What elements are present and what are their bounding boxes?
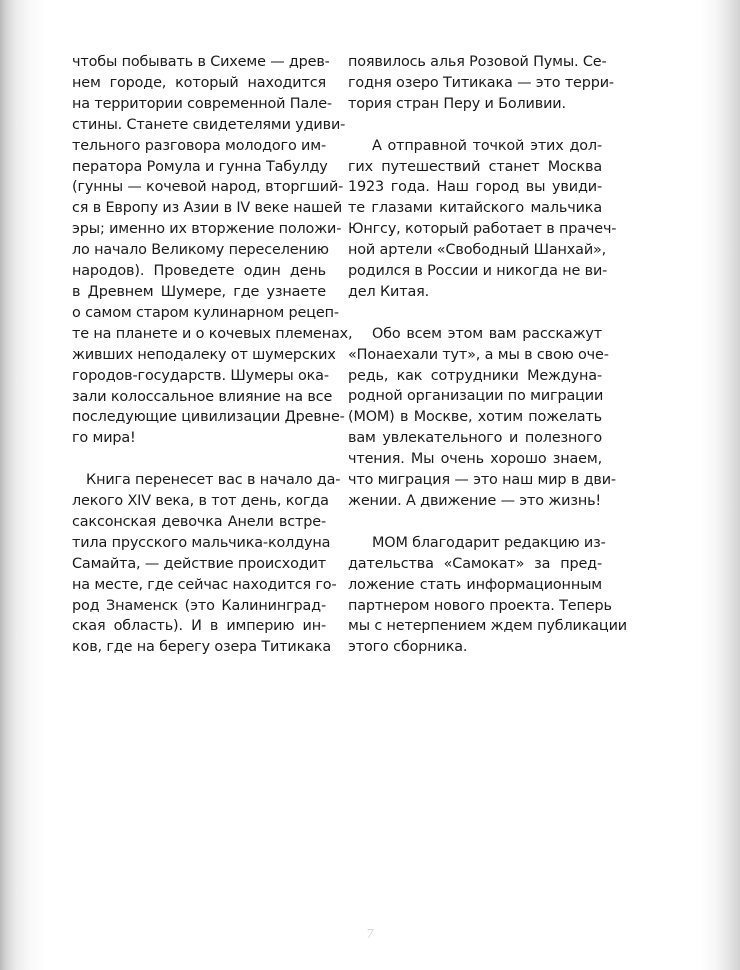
text-line: мы с нетерпением ждем публикации xyxy=(348,618,627,635)
text-line: живших неподалеку от шумерских xyxy=(72,346,336,363)
text-line: А отправной точкой этих дол- xyxy=(372,137,602,154)
text-line: редь, как сотрудники Междуна- xyxy=(348,367,602,384)
text-line: «Понаехали тут», а мы в свою оче- xyxy=(348,346,609,363)
text-paragraph xyxy=(348,52,614,115)
text-line: родился в России и никогда не ви- xyxy=(348,263,608,280)
text-line: Самайта, — действие происходит xyxy=(72,555,327,572)
text-line: ся в Европу из Азии в IV веке нашей xyxy=(72,200,343,217)
text-line: 1923 года. Наш город вы увиди- xyxy=(348,179,602,196)
text-line: в Древнем Шумере, где узнаете xyxy=(72,283,326,300)
text-line: появилось алья Розовой Пумы. Се- xyxy=(348,54,607,70)
text-line: дел Китая. xyxy=(348,283,430,300)
text-line: лекого XIV века, в тот день, когда xyxy=(72,493,329,510)
paragraph-gap xyxy=(72,449,326,470)
text-line: этого сборника. xyxy=(348,639,468,656)
text-line: ператора Ромула и гунна Табулду xyxy=(72,158,328,175)
text-line: гих путешествий станет Москва xyxy=(348,158,602,175)
text-line: эры; именно их вторжение положи- xyxy=(72,221,342,238)
text-line: тельного разговора молодого им- xyxy=(72,137,326,154)
text-paragraph xyxy=(348,136,617,303)
text-line: ло начало Великому переселению xyxy=(72,242,329,259)
text-line: Обо всем этом вам расскажут xyxy=(372,325,602,342)
text-line: чтения. Мы очень хорошо знаем, xyxy=(348,451,602,468)
text-line: тила прусского мальчика-колдуна xyxy=(72,534,331,551)
text-line: на месте, где сейчас находится го- xyxy=(72,576,337,593)
text-line: го мира! xyxy=(72,430,136,447)
text-line: партнером нового проекта. Теперь xyxy=(348,597,612,614)
text-line: городов-государств. Шумеры ока- xyxy=(72,367,329,384)
text-line: чтобы побывать в Сихеме — древ- xyxy=(72,54,330,70)
text-paragraph xyxy=(348,533,627,658)
text-line: (гунны — кочевой народ, вторгший- xyxy=(72,179,344,196)
text-line: саксонская девочка Анели встре- xyxy=(72,513,326,530)
text-line: ская область). И в империю ин- xyxy=(72,618,326,635)
page-number: 7 xyxy=(366,927,374,941)
text-line: те глазами китайского мальчика xyxy=(348,200,602,217)
text-line: жении. А движение — это жизнь! xyxy=(348,493,602,509)
text-line: что миграция — это наш мир в дви- xyxy=(348,472,616,489)
text-line: годня озеро Титикака — это терри- xyxy=(348,74,614,91)
text-line: народов). Проведете один день xyxy=(72,263,326,280)
left-text-column xyxy=(72,52,353,658)
text-line: ложение стать информационным xyxy=(348,576,602,593)
text-line: на территории современной Пале- xyxy=(72,95,332,112)
text-line: те на планете и о кочевых племенах, xyxy=(72,325,353,342)
text-paragraph xyxy=(348,324,616,512)
text-line: тория стран Перу и Боливии. xyxy=(348,95,566,112)
text-paragraph xyxy=(72,470,341,658)
text-line: МОМ благодарит редакцию из- xyxy=(372,534,606,551)
text-line: (МОМ) в Москве, хотим пожелать xyxy=(348,409,602,426)
text-line: последующие цивилизации Древне- xyxy=(72,409,345,426)
paragraph-gap xyxy=(348,303,602,324)
text-paragraph xyxy=(72,52,353,449)
text-line: зали колоссальное влияние на все xyxy=(72,388,333,405)
text-line: родной организации по миграции xyxy=(348,388,604,405)
paragraph-gap xyxy=(348,512,602,533)
text-line: вам увлекательного и полезного xyxy=(348,430,602,447)
paragraph-gap xyxy=(348,115,602,136)
text-line: ной артели «Свободный Шанхай», xyxy=(348,242,607,259)
text-line: род Знаменск (это Калининград- xyxy=(72,597,326,614)
text-line: ков, где на берегу озера Титикака xyxy=(72,639,332,656)
text-line: нем городе, который находится xyxy=(72,74,326,91)
text-line: дательства «Самокат» за пред- xyxy=(348,555,602,572)
text-line: стины. Станете свидетелями удиви- xyxy=(72,116,346,133)
text-line: Книга перенесет вас в начало да- xyxy=(86,472,341,489)
text-line: о самом старом кулинарном рецеп- xyxy=(72,304,339,321)
text-line: Юнгсу, который работает в прачеч- xyxy=(348,221,617,238)
right-text-column xyxy=(348,52,627,658)
